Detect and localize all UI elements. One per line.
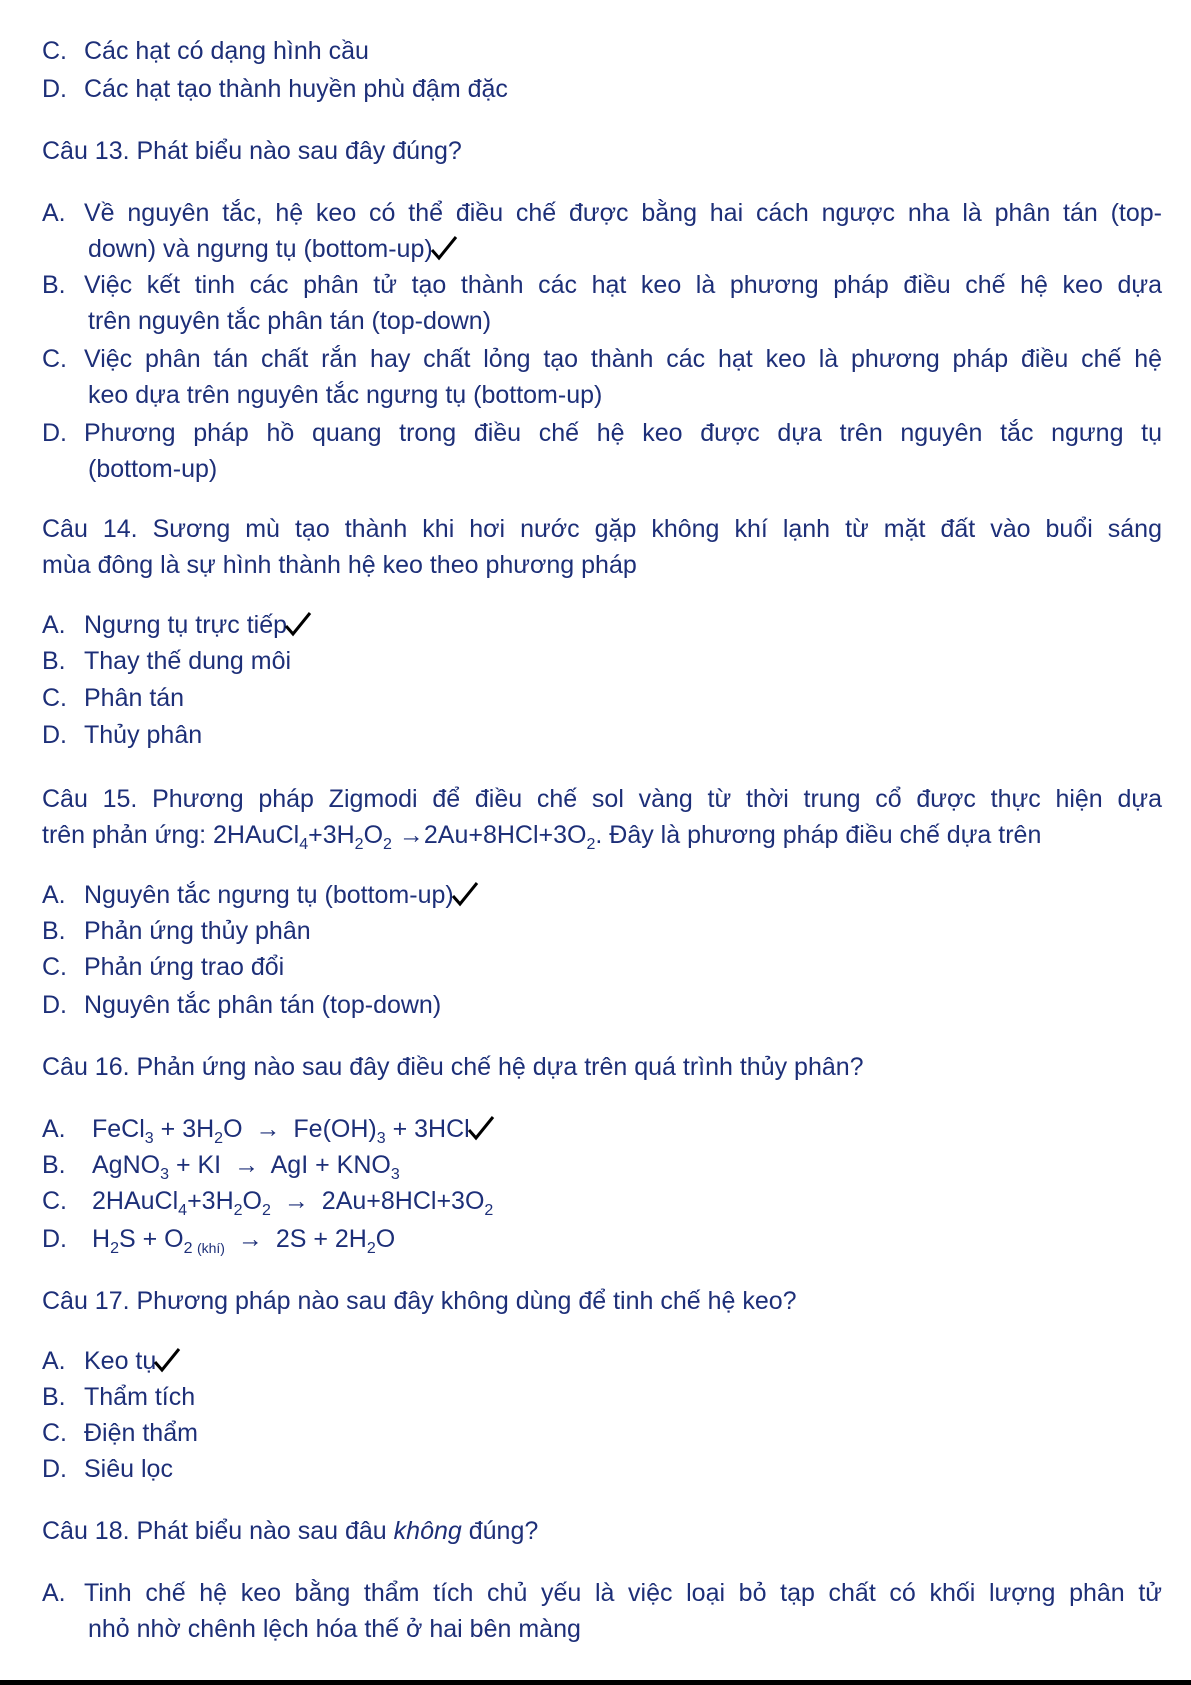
q13-option-b-line2: trên nguyên tắc phân tán (top-down) bbox=[88, 307, 492, 335]
checkmark-icon bbox=[152, 1347, 182, 1373]
bottom-border bbox=[0, 1680, 1191, 1685]
q16-option-d: D. $H_2S + O_{2 (khí)} \to 2S + 2H_2O$ bbox=[42, 1222, 395, 1256]
q14-option-d: D. Thủy phân bbox=[42, 721, 203, 749]
question-16-title: Câu 16. Phản ứng nào sau đây điều chế hệ dựa trên quá trình thủy phân? bbox=[42, 1053, 864, 1081]
q14-option-b: B. Thay thế dung môi bbox=[42, 647, 292, 675]
equation-a: FeCl$_3$ + $3H_2O \to Fe(OH)_3 + 3HCl$ bbox=[92, 1115, 470, 1147]
checkmark-icon bbox=[429, 235, 459, 261]
question-17-title: Câu 17. Phương pháp nào sau đây không dùng để tinh chế hệ keo? bbox=[42, 1287, 797, 1315]
q13-option-d-line1: D. Phương pháp hồ quang trong điều chế hệ keo được dựa trên nguyên tắc ngưng tụ bbox=[42, 419, 1162, 447]
q13-option-a-line1: A. Về nguyên tắc, hệ keo có thể điều chế được bằng hai cách ngược nha là phân tán (top- bbox=[42, 199, 1162, 227]
question-18-title: Câu 18. Phát biểu nào sau đâu không đúng? bbox=[42, 1517, 539, 1545]
q15-option-d: D. Nguyên tắc phân tán (top-down) bbox=[42, 991, 442, 1019]
option-c: C. Các hạt có dạng hình cầu bbox=[42, 37, 369, 65]
q15-option-b: B. Phản ứng thủy phân bbox=[42, 917, 311, 945]
equation-d: $H_2S + O_{2 (khí)} \to 2S + 2H_2O$ bbox=[92, 1225, 396, 1257]
q17-option-a: A. Keo tụ bbox=[42, 1344, 182, 1378]
checkmark-icon bbox=[466, 1115, 496, 1141]
q17-option-d: D. Siêu lọc bbox=[42, 1455, 173, 1483]
q13-option-c-line2: keo dựa trên nguyên tắc ngưng tụ (bottom-up) bbox=[88, 381, 603, 409]
question-14-line2: mùa đông là sự hình thành hệ keo theo phương pháp bbox=[42, 551, 637, 579]
q13-option-c-line1: C. Việc phân tán chất rắn hay chất lỏng tạo thành các hạt keo là phương pháp điều chế hệ bbox=[42, 345, 1162, 373]
q17-option-c: C. Điện thẩm bbox=[42, 1419, 198, 1447]
question-14-line1: Câu 14. Sương mù tạo thành khi hơi nước gặp không khí lạnh từ mặt đất vào buổi sáng bbox=[42, 515, 1162, 543]
checkmark-icon bbox=[450, 881, 480, 907]
q14-option-a: A. Ngưng tụ trực tiếp bbox=[42, 608, 313, 642]
q13-option-a-line2: down) và ngưng tụ (bottom-up) bbox=[88, 232, 459, 266]
checkmark-icon bbox=[283, 611, 313, 637]
q13-option-d-line2: (bottom-up) bbox=[88, 455, 218, 483]
q13-option-b-line1: B. Việc kết tinh các phân tử tạo thành các hạt keo là phương pháp điều chế hệ keo dựa bbox=[42, 271, 1162, 299]
q16-option-b: B. AgNO$_3$ + KI → AgI + $KNO_3$ bbox=[42, 1148, 400, 1182]
question-15-line2: trên phản ứng: $2HAuCl_4+3H_2O_2 \to 2Au+8HCl+3O_2$. Đây là phương pháp điều chế dựa trên bbox=[42, 818, 1041, 852]
q17-option-b: B. Thẩm tích bbox=[42, 1383, 196, 1411]
question-15-line1: Câu 15. Phương pháp Zigmodi để điều chế sol vàng từ thời trung cổ được thực hiện dựa bbox=[42, 785, 1162, 813]
q15-option-c: C. Phản ứng trao đổi bbox=[42, 953, 285, 981]
q16-option-c: C. $2HAuCl_4+3H_2O_2 \to 2Au+8HCl+3O_2$ bbox=[42, 1184, 493, 1218]
reaction-equation: $2HAuCl_4+3H_2O_2 \to 2Au+8HCl+3O_2$ bbox=[213, 821, 596, 853]
option-d: D. Các hạt tạo thành huyền phù đậm đặc bbox=[42, 75, 508, 103]
q16-option-a: A. FeCl$_3$ + $3H_2O \to Fe(OH)_3 + 3HCl$ bbox=[42, 1112, 496, 1146]
q14-option-c: C. Phân tán bbox=[42, 684, 185, 712]
q15-option-a: A. Nguyên tắc ngưng tụ (bottom-up) bbox=[42, 878, 480, 912]
question-13-title: Câu 13. Phát biểu nào sau đây đúng? bbox=[42, 137, 462, 165]
equation-c: $2HAuCl_4+3H_2O_2 \to 2Au+8HCl+3O_2$ bbox=[92, 1187, 494, 1219]
equation-b: AgNO$_3$ + KI → AgI + $KNO_3$ bbox=[92, 1151, 400, 1183]
q18-option-a-line2: nhỏ nhờ chênh lệch hóa thế ở hai bên màng bbox=[88, 1615, 581, 1643]
q18-option-a-line1: A. Tinh chế hệ keo bằng thẩm tích chủ yếu là việc loại bỏ tạp chất có khối lượng phân tử bbox=[42, 1579, 1162, 1607]
